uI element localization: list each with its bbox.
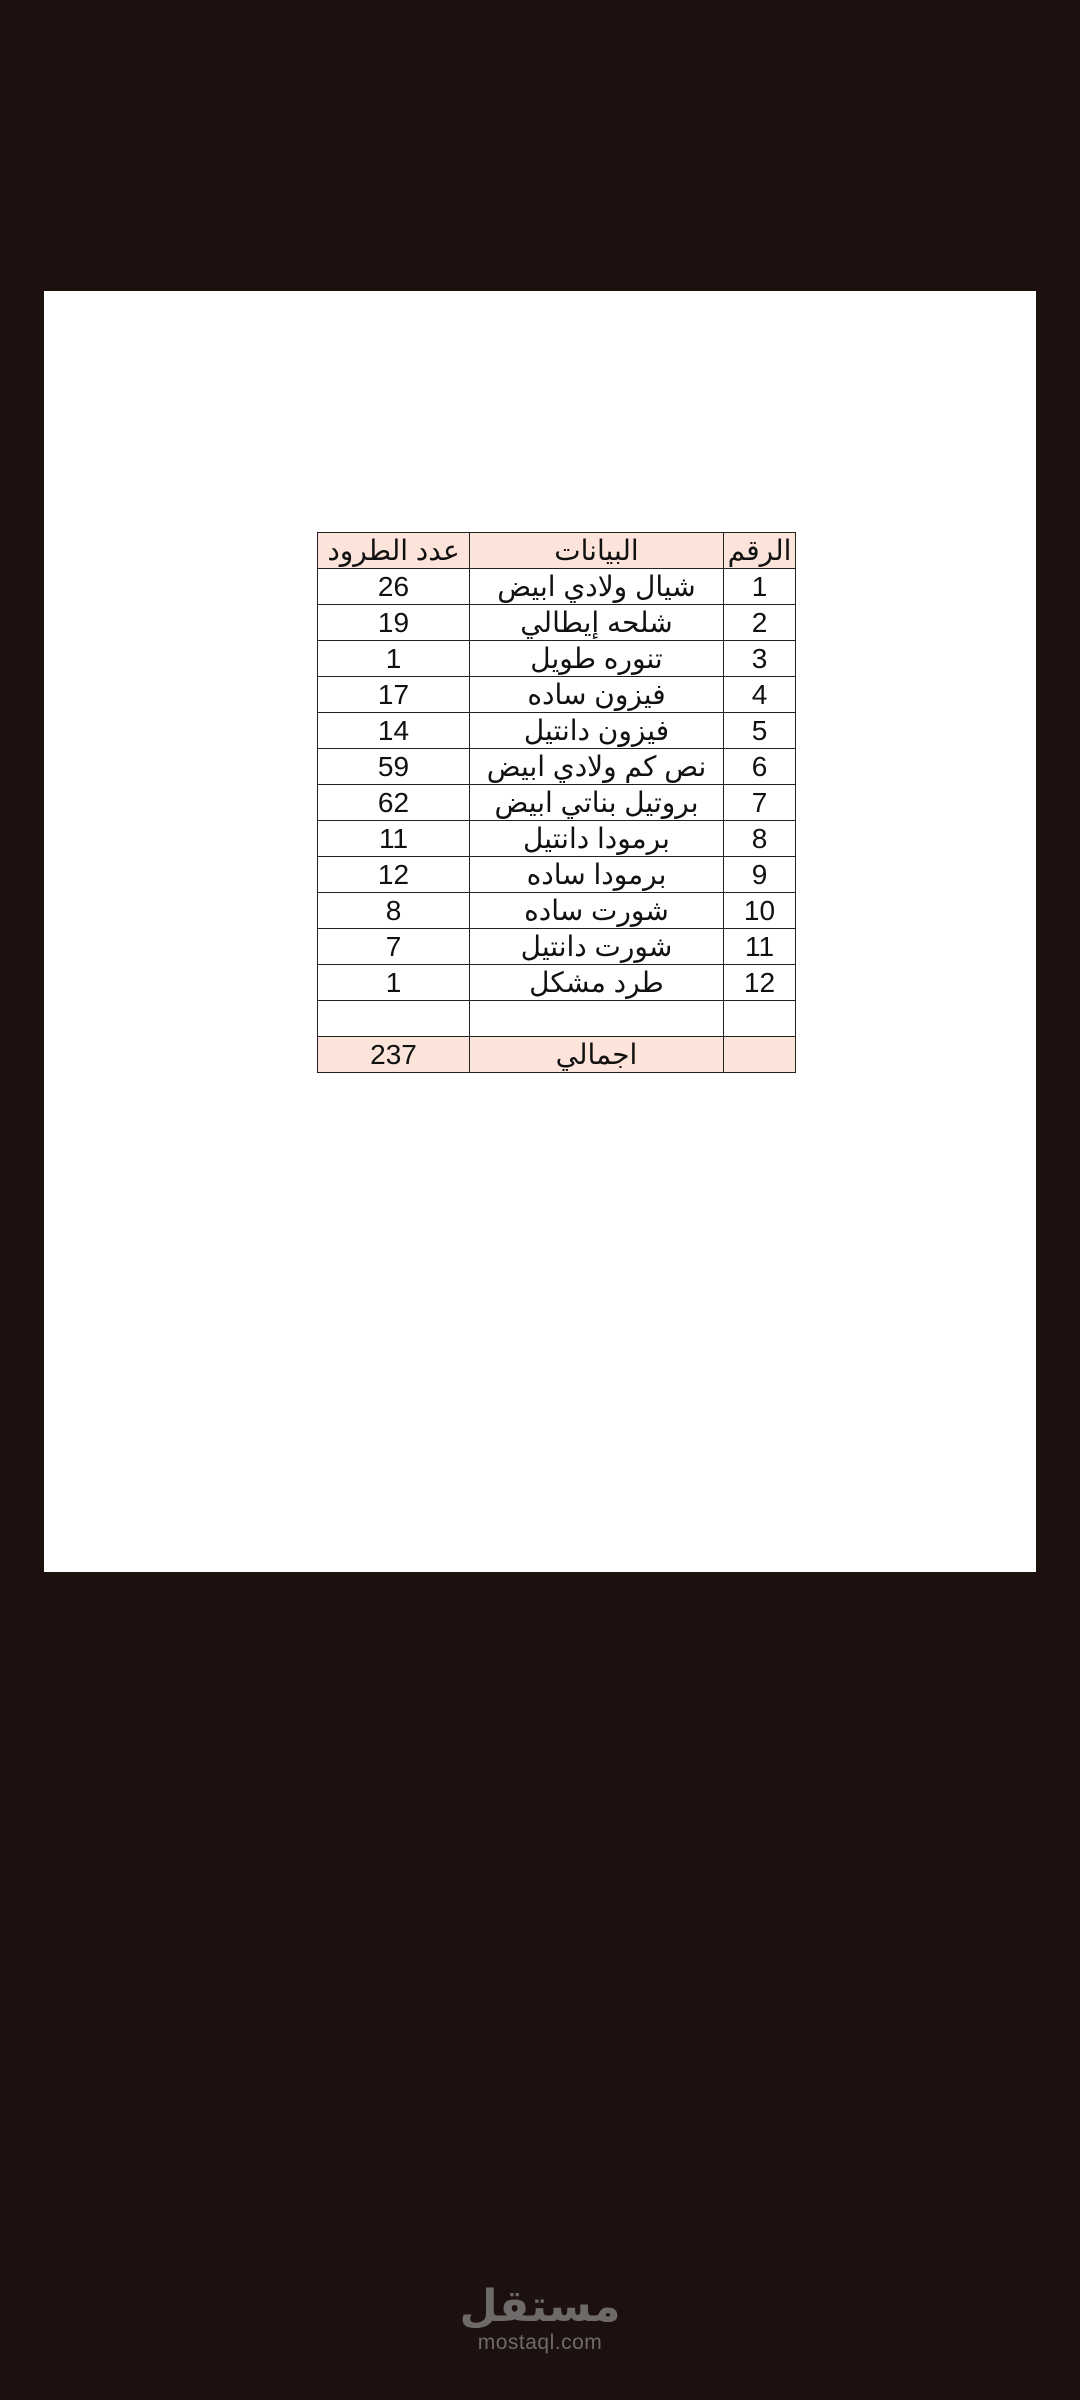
row-number: 9: [724, 857, 796, 893]
table-row: [318, 929, 796, 965]
empty-cell: [470, 1001, 724, 1037]
table-row: [318, 605, 796, 641]
document-sheet: [44, 291, 1036, 1572]
total-empty-cell: [724, 1037, 796, 1073]
row-number: 7: [724, 785, 796, 821]
table-row: [318, 749, 796, 785]
row-number: 3: [724, 641, 796, 677]
row-count: 1: [318, 965, 470, 1001]
table-row: [318, 569, 796, 605]
table-row: [318, 677, 796, 713]
table-row: [318, 893, 796, 929]
row-item: شيال ولادي ابيض: [470, 569, 724, 605]
logo-latin-text: mostaql.com: [477, 2331, 603, 2354]
table-row: [318, 713, 796, 749]
row-item: فيزون ساده: [470, 677, 724, 713]
row-number: 8: [724, 821, 796, 857]
row-number: 12: [724, 965, 796, 1001]
row-count: 8: [318, 893, 470, 929]
row-count: 1: [318, 641, 470, 677]
table-row: [318, 785, 796, 821]
row-item: نص كم ولادي ابيض: [470, 749, 724, 785]
row-number: 11: [724, 929, 796, 965]
table-header-row: [318, 533, 796, 569]
parcels-table: [317, 532, 796, 1073]
table-row: [318, 641, 796, 677]
row-count: 17: [318, 677, 470, 713]
empty-row: [318, 1001, 796, 1037]
row-item: بروتيل بناتي ابيض: [470, 785, 724, 821]
header-count: عدد الطرود: [318, 533, 470, 569]
row-item: شورت ساده: [470, 893, 724, 929]
mostaql-watermark-logo: [0, 2283, 1080, 2355]
row-count: 19: [318, 605, 470, 641]
row-number: 4: [724, 677, 796, 713]
row-count: 7: [318, 929, 470, 965]
row-item: تنوره طويل: [470, 641, 724, 677]
row-item: شلحه إيطالي: [470, 605, 724, 641]
row-item: طرد مشكل: [470, 965, 724, 1001]
row-item: برمودا دانتيل: [470, 821, 724, 857]
row-number: 1: [724, 569, 796, 605]
header-number: الرقم: [724, 533, 796, 569]
empty-cell: [318, 1001, 470, 1037]
table-row: [318, 857, 796, 893]
header-item: البيانات: [470, 533, 724, 569]
total-row: [318, 1037, 796, 1073]
row-count: 11: [318, 821, 470, 857]
row-item: فيزون دانتيل: [470, 713, 724, 749]
row-item: برمودا ساده: [470, 857, 724, 893]
row-number: 2: [724, 605, 796, 641]
logo-arabic-text: مستقل: [459, 2281, 621, 2332]
row-item: شورت دانتيل: [470, 929, 724, 965]
row-count: 12: [318, 857, 470, 893]
row-number: 5: [724, 713, 796, 749]
total-label: اجمالي: [470, 1037, 724, 1073]
row-number: 6: [724, 749, 796, 785]
empty-cell: [724, 1001, 796, 1037]
row-count: 62: [318, 785, 470, 821]
row-count: 14: [318, 713, 470, 749]
table-row: [318, 821, 796, 857]
table-row: [318, 965, 796, 1001]
row-count: 26: [318, 569, 470, 605]
total-value: 237: [318, 1037, 470, 1073]
row-number: 10: [724, 893, 796, 929]
row-count: 59: [318, 749, 470, 785]
